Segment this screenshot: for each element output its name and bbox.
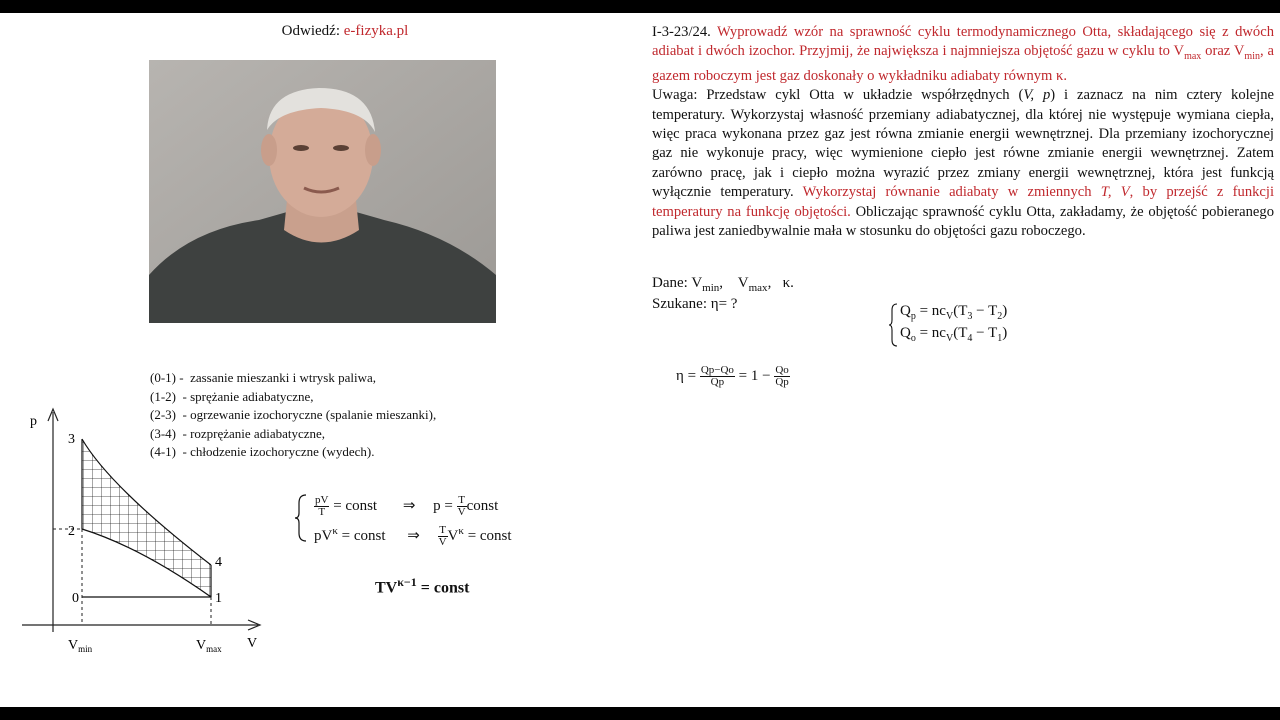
heat-out-equation: $Q_o = nc_V(T_4 - T_1)$ — [900, 325, 1008, 344]
site-banner — [0, 23, 690, 40]
problem-note: Uwaga: Przedstaw cykl Otta w układzie współrzędnych (V, p) i zaznacz na nim cztery kolejne temperatury. Wykorzystaj własność przemiany adiabatycznej, dla której nie występuje wymiana ciepła, więc praca wykonana przez gaz jest równa zmianie energii wewnętrznej. Dla przemiany izochorycznej gaz nie wykonuje pracy, więc wymienione ciepło jest równe zmianie energii wewnętrznej. Zatem zarówno pracę, jak i ciepło można wyrazić przez zmiany energii wewnętrznej, która jest funkcją wyłącznie temperatury. — [652, 87, 1274, 201]
legend-item: (1-2) - sprężanie adiabatyczne, — [150, 388, 314, 404]
equation-row-1: $\frac{pV}{T}$ = const ⇒ p = $\frac{T}{V}$ const — [315, 494, 499, 518]
given-values — [652, 273, 794, 314]
heat-in-equation: $Q_p = nc_V(T_3 - T_2)$ — [900, 303, 1008, 322]
legend-item: (0-1) - zassanie mieszanki i wtrysk paliwa, — [150, 370, 376, 385]
x-axis-label: V — [247, 636, 258, 651]
equation-row-2: $pV^\kappa$ = const ⇒ $\frac{T}{V}$ $V^\kappa$ = const — [314, 524, 512, 549]
dane-row: Dane: $V_{min}$, $V_{max}$, κ. — [652, 275, 794, 294]
site-link[interactable]: e-fizyka.pl — [343, 23, 409, 39]
legend-item: (3-4) - rozprężanie adiabatyczne, — [150, 425, 326, 441]
visit-label: Odwiedź: — [281, 23, 340, 39]
vmax-label: $V_{max}$ — [196, 638, 222, 654]
problem-hint: Wykorzystaj równanie adiabaty w zmiennych T, V, by przejść z funkcji temperatury na funkcję objętości. — [652, 184, 1274, 220]
vmin-label: $V_{min}$ — [68, 638, 93, 654]
presenter-image — [149, 60, 496, 323]
brace-icon — [294, 493, 308, 543]
legend-item: (2-3) - ogrzewanie izochoryczne (spalanie mieszanki), — [150, 407, 437, 422]
szukane-row: Szukane: η= ? — [652, 296, 738, 312]
brace-icon — [888, 303, 898, 347]
presenter-video — [149, 60, 496, 323]
y-axis-label: p — [30, 414, 37, 429]
slide — [0, 13, 1280, 707]
efficiency-equation: η = $\frac{Qp-Qo}{Qp}$ = 1 − $\frac{Qo}{Qp}$ — [676, 364, 789, 388]
point-4: 4 — [215, 555, 222, 570]
problem-statement — [652, 23, 1274, 241]
point-1: 1 — [215, 591, 222, 606]
adiabat-tv-equation: $TV^{\kappa-1}$ = const — [375, 575, 470, 597]
legend-item: (4-1) - chłodzenie izochoryczne (wydech). — [150, 444, 375, 459]
problem-assumption: Obliczając sprawność cyklu Otta, zakładamy, że objętość pobieranego paliwa jest zaniedbywalnie mała w stosunku do objętości gazu roboczego. — [652, 203, 1274, 239]
point-2: 2 — [68, 524, 75, 539]
point-3: 3 — [68, 432, 75, 447]
problem-id: I-3-23/24. — [652, 24, 711, 40]
point-0: 0 — [72, 591, 79, 606]
problem-task: Wyprowadź wzór na sprawność cyklu termodynamicznego Otta, składającego się z dwóch adiabat i dwóch izochor. Przyjmij, że największa i najmniejsza objętość gazu w cyklu to $V_{max}$ oraz $V_{min}$, a gazem roboczym jest gaz doskonały o wykładniku adiabaty równym κ. — [652, 24, 1274, 84]
otto-cycle-diagram — [20, 397, 270, 662]
